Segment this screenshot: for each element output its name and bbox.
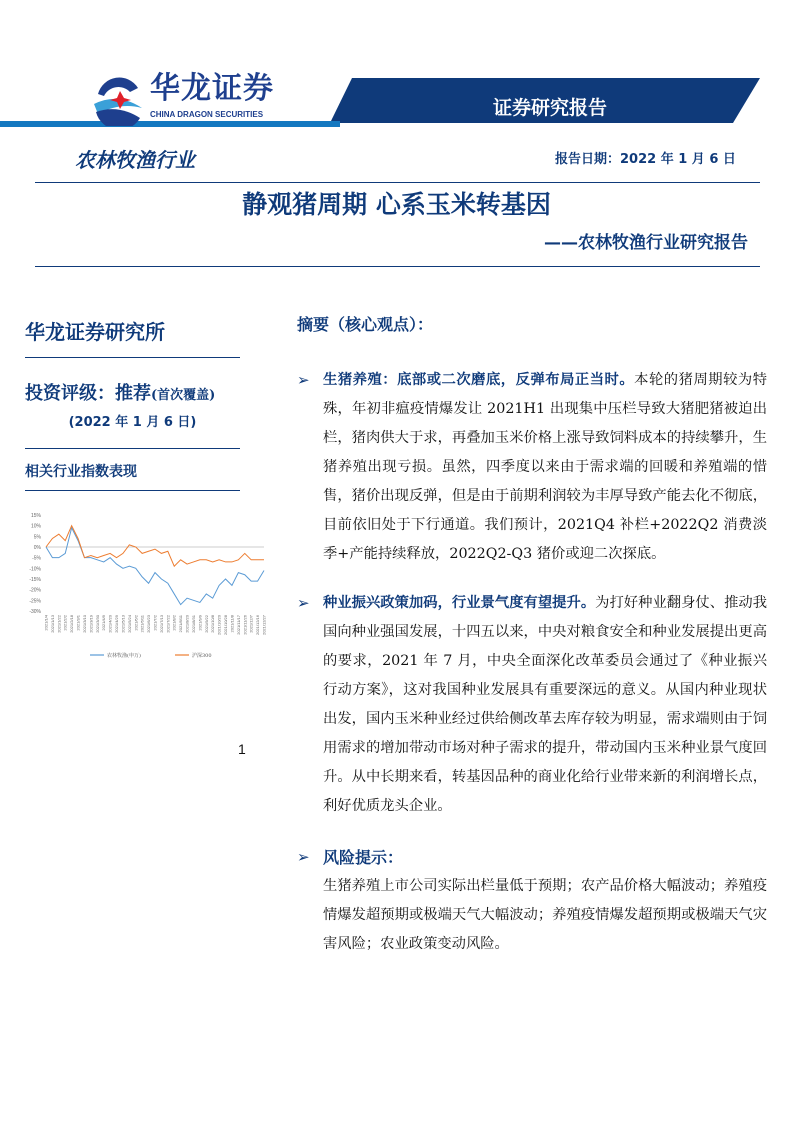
point-body: 为打好种业翻身仗、推动我国向种业强国发展，十四五以来，中央对粮食安全和种业发展提出更高的要求，2021 年 7 月，中央全面深化改革委员会通过了《种业振兴行动方案》，这对我国种业发展具有重要深远的意义。从国内种业现状出发，国内玉米种业经过供给侧改革去库存较为明显，需求端则由于饲用需求的增加带动市场对种子需求的提升，带动国内玉米种业景气度回升。从中长期来看，转基因品种的商业化给行业带来新的利润增长点，利好优质龙头企业。	[323, 595, 768, 814]
divider	[35, 266, 760, 267]
x-tick-label: 2021/4/29	[114, 615, 120, 633]
divider	[35, 182, 760, 183]
series-line	[46, 526, 264, 567]
divider	[25, 490, 240, 491]
x-tick-label: 2021/8/11	[178, 615, 184, 633]
rating-label: 投资评级：推荐	[25, 383, 151, 404]
x-tick-label: 2021/5/13	[120, 615, 126, 633]
y-tick-label: 15%	[30, 513, 41, 519]
arrow-bullet-icon: ➢	[297, 371, 310, 389]
report-title: 静观猪周期 心系玉米转基因	[242, 190, 551, 219]
y-tick-label: -30%	[29, 609, 41, 615]
x-tick-label: 2021/2/18	[69, 615, 75, 633]
divider	[25, 448, 240, 449]
x-tick-label: 2021/12/27	[261, 615, 267, 636]
x-tick-label: 2021/3/19	[88, 615, 94, 633]
x-tick-label: 2021/7/2	[152, 615, 158, 631]
x-tick-label: 2021/8/20	[184, 615, 190, 633]
point-lead: 种业振兴政策加码，行业景气度有望提升。	[323, 595, 596, 611]
y-tick-label: -20%	[29, 587, 41, 594]
x-tick-label: 2021/9/9	[197, 615, 203, 631]
summary-point-hog	[297, 366, 767, 569]
x-tick-label: 2021/10/20	[216, 615, 222, 636]
report-date: 报告日期：2022 年 1 月 6 日	[555, 152, 736, 167]
y-tick-label: 0%	[33, 545, 41, 551]
x-tick-label: 2021/7/22	[165, 615, 171, 633]
y-tick-label: 5%	[33, 534, 41, 541]
risk-body: 生猪养殖上市公司实际出栏量低于预期；农产品价格大幅波动；养殖疫情爆发超预期或极端天气大幅波动；养殖疫情爆发超预期或极端天气灾害风险；农业政策变动风险。	[323, 878, 767, 952]
x-tick-label: 2021/11/17	[235, 615, 241, 635]
summary-point-seed	[297, 589, 767, 821]
header-accent-bar	[0, 121, 340, 127]
x-tick-label: 2021/3/1	[75, 615, 81, 631]
industry-label: 农林牧渔行业	[75, 148, 195, 172]
logo-english-text: CHINA DRAGON SECURITIES	[150, 110, 264, 119]
x-tick-label: 2021/12/7	[248, 615, 254, 633]
risk-heading: 风险提示：	[323, 848, 404, 867]
legend-label: 农林牧渔(申万)	[107, 653, 141, 659]
x-tick-label: 2021/5/24	[126, 615, 132, 633]
x-tick-label: 2021/8/2	[171, 615, 177, 631]
x-tick-label: 2021/11/8	[229, 615, 235, 633]
x-tick-label: 2021/6/23	[146, 615, 152, 633]
x-tick-label: 2021/1/13	[49, 615, 55, 633]
y-tick-label: -10%	[29, 566, 41, 573]
arrow-bullet-icon: ➢	[297, 594, 310, 612]
point-lead: 生猪养殖：底部或二次磨底，反弹布局正当时。	[323, 372, 635, 388]
legend-label: 沪深300	[192, 653, 212, 659]
y-tick-label: -5%	[32, 555, 41, 562]
x-tick-label: 2021/4/9	[101, 615, 107, 631]
x-tick-label: 2021/1/4	[43, 615, 49, 631]
index-performance-chart	[20, 505, 270, 665]
x-tick-label: 2021/10/8	[210, 615, 216, 633]
x-tick-label: 2021/12/16	[255, 615, 261, 636]
x-tick-label: 2021/10/28	[223, 615, 229, 636]
arrow-bullet-icon: ➢	[297, 848, 310, 866]
report-subtitle: ——农林牧渔行业研究报告	[544, 233, 748, 253]
company-logo-icon	[90, 74, 145, 126]
divider	[25, 357, 240, 358]
y-tick-label: -15%	[29, 577, 41, 583]
y-tick-label: 10%	[30, 523, 41, 530]
page-number: 1	[238, 741, 246, 757]
banner-label: 证券研究报告	[492, 97, 607, 119]
summary-body	[297, 366, 767, 979]
summary-heading: 摘要（核心观点）：	[297, 315, 434, 334]
x-tick-label: 2021/9/22	[203, 615, 209, 633]
x-tick-label: 2021/6/2	[133, 615, 139, 631]
x-tick-label: 2021/4/20	[107, 615, 113, 633]
x-tick-label: 2021/6/11	[139, 615, 145, 633]
x-tick-label: 2021/11/26	[242, 615, 248, 635]
investment-rating	[25, 383, 215, 407]
risk-section	[297, 843, 767, 959]
logo-text: 华龙证券	[150, 71, 274, 106]
x-tick-label: 2021/3/30	[94, 615, 100, 633]
point-body: 本轮的猪周期较为特殊，年初非瘟疫情爆发让 2021H1 出现集中压栏导致大猪肥猪被迫出栏，猪肉供大于求，再叠加玉米价格上涨导致饲料成本的持续攀升，生猪养殖出现亏损。虽然，四季度以来由于需求端的回暖和养殖端的惜售，猪价出现反弹，但是由于前期利润较为丰厚导致产能去化不彻底，目前依旧处于下行通道。我们预计，2021Q4 补栏+2022Q2 消费淡季+产能持续释放，2022Q2-Q3 猪价或迎二次探底。	[323, 372, 768, 562]
x-tick-label: 2021/8/31	[190, 615, 196, 633]
x-tick-label: 2021/3/10	[81, 615, 87, 633]
institute-name: 华龙证券研究所	[25, 320, 165, 344]
x-tick-label: 2021/7/13	[158, 615, 164, 633]
index-heading: 相关行业指数表现	[25, 464, 137, 480]
rating-note: (首次覆盖)	[151, 388, 216, 403]
x-tick-label: 2021/2/2	[62, 615, 68, 631]
y-tick-label: -25%	[29, 598, 41, 605]
x-tick-label: 2021/1/22	[56, 615, 62, 633]
rating-date: (2022 年 1 月 6 日)	[68, 415, 197, 430]
